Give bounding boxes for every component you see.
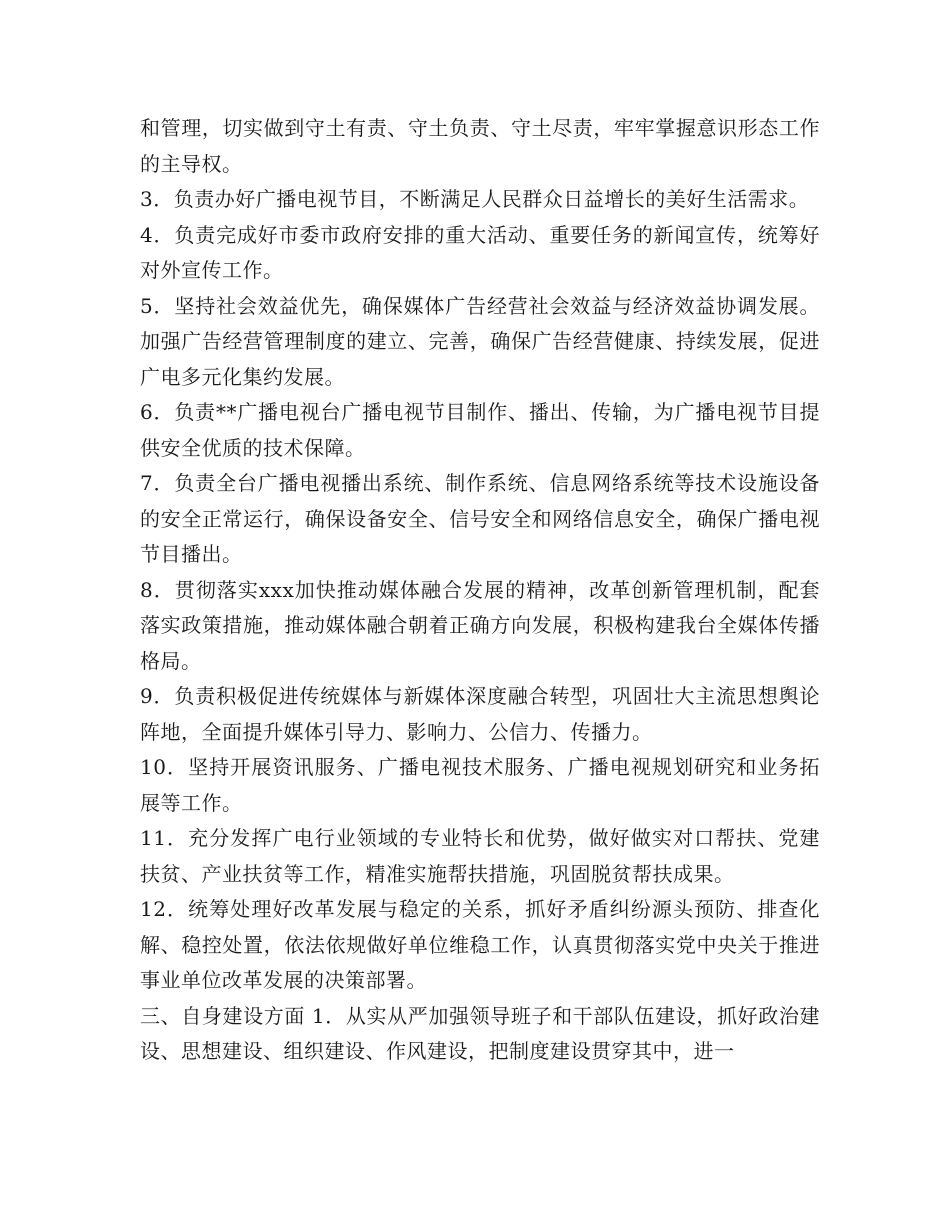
paragraph-item-12: 12．统筹处理好改革发展与稳定的关系，抓好矛盾纠纷源头预防、排查化解、稳控处置，依法依规做好单位维稳工作，认真贯彻落实党中央关于推进事业单位改革发展的决策部署。 [140, 897, 820, 992]
paragraph-item-4: 4．负责完成好市委市政府安排的重大活动、重要任务的新闻宣传，统筹好对外宣传工作。 [140, 222, 820, 282]
paragraph-item-8: 8．贯彻落实xxx加快推动媒体融合发展的精神，改革创新管理机制，配套落实政策措施，推动媒体融合朝着正确方向发展，积极构建我台全媒体传播格局。 [140, 577, 820, 673]
paragraph-item-6: 6．负责**广播电视台广播电视节目制作、播出、传输，为广播电视节目提供安全优质的技术保障。 [140, 400, 820, 460]
paragraph-item-10: 10．坚持开展资讯服务、广播电视技术服务、广播电视规划研究和业务拓展等工作。 [140, 755, 820, 815]
paragraph-item-9: 9．负责积极促进传统媒体与新媒体深度融合转型，巩固壮大主流思想舆论阵地，全面提升媒体引导力、影响力、公信力、传播力。 [140, 684, 820, 744]
section-heading-self-building: 三、自身建设方面 1．从实从严加强领导班子和干部队伍建设，抓好政治建设、思想建设、组织建设、作风建设，把制度建设贯穿其中，进一 [140, 1003, 820, 1063]
document-body [140, 111, 820, 1070]
paragraph-item-3: 3．负责办好广播电视节目，不断满足人民群众日益增长的美好生活需求。 [140, 187, 810, 211]
paragraph-item-7: 7．负责全台广播电视播出系统、制作系统、信息网络系统等技术设施设备的安全正常运行，确保设备安全、信号安全和网络信息安全，确保广播电视节目播出。 [140, 471, 820, 566]
paragraph-item-11: 11．充分发挥广电行业领域的专业特长和优势，做好做实对口帮扶、党建扶贫、产业扶贫等工作，精准实施帮扶措施，巩固脱贫帮扶成果。 [140, 826, 820, 886]
paragraph-item-5: 5．坚持社会效益优先，确保媒体广告经营社会效益与经济效益协调发展。加强广告经营管理制度的建立、完善，确保广告经营健康、持续发展，促进广电多元化集约发展。 [140, 293, 820, 389]
paragraph-continuation: 和管理，切实做到守土有责、守土负责、守土尽责，牢牢掌握意识形态工作的主导权。 [140, 116, 820, 176]
